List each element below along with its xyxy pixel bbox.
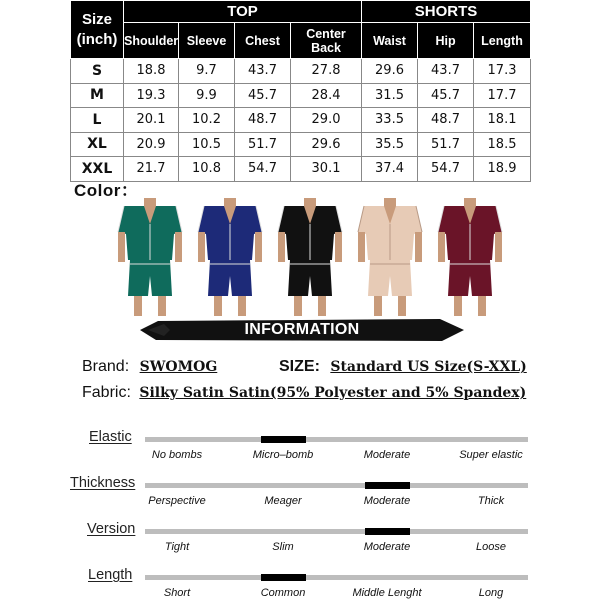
size-unit-header <box>71 1 124 59</box>
row-size: XXL <box>71 157 124 182</box>
col-center-back <box>291 23 362 59</box>
table-row <box>71 108 531 133</box>
color-models <box>100 198 510 318</box>
scale-bar <box>145 437 528 442</box>
fabric-value: Silky Satin Satin(95% Polyester and 5% Spandex) <box>139 385 527 401</box>
color-swatch-model[interactable] <box>190 198 270 318</box>
scale-option: Moderate <box>363 495 411 507</box>
scale-selected-marker <box>365 482 410 489</box>
size-label: SIZE: <box>279 358 320 375</box>
col-back: Back <box>311 40 341 55</box>
table-row <box>71 59 531 84</box>
color-swatch-model[interactable] <box>270 198 350 318</box>
scale-option: No bombs <box>151 449 203 461</box>
size-chart-table <box>70 0 531 182</box>
table-cell: 18.5 <box>474 132 531 157</box>
scale-title: Elastic <box>89 429 132 445</box>
table-cell: 43.7 <box>418 59 474 84</box>
scale-title: Length <box>88 567 133 583</box>
unit-header: (inch) <box>76 30 118 48</box>
table-cell: 29.6 <box>362 59 418 84</box>
table-cell: 33.5 <box>362 108 418 133</box>
table-cell: 37.4 <box>362 157 418 182</box>
table-cell: 30.1 <box>291 157 362 182</box>
table-cell: 51.7 <box>235 132 291 157</box>
table-cell: 29.6 <box>291 132 362 157</box>
scale-option: Common <box>260 587 306 599</box>
scale-option: Meager <box>264 495 302 507</box>
size-row <box>279 358 527 376</box>
table-cell: 18.1 <box>474 108 531 133</box>
shorts-group-header: SHORTS <box>362 1 531 23</box>
scale-bar <box>145 483 528 488</box>
scale-option: Thick <box>477 495 505 507</box>
table-cell: 9.7 <box>179 59 235 84</box>
table-cell: 45.7 <box>418 83 474 108</box>
scale-selected-marker <box>261 574 306 581</box>
scale-bar <box>145 529 528 534</box>
table-cell: 48.7 <box>418 108 474 133</box>
scale-option: Slim <box>272 541 294 553</box>
table-cell: 31.5 <box>362 83 418 108</box>
size-header: Size <box>81 10 112 28</box>
row-size: M <box>71 83 124 108</box>
table-cell: 19.3 <box>124 83 179 108</box>
scale-option: Super elastic <box>459 449 523 461</box>
col-center: Center <box>306 26 346 41</box>
table-row <box>71 83 531 108</box>
table-cell: 20.1 <box>124 108 179 133</box>
table-cell: 17.7 <box>474 83 531 108</box>
table-row <box>71 157 531 182</box>
table-cell: 20.9 <box>124 132 179 157</box>
top-group-header: TOP <box>124 1 362 23</box>
table-cell: 10.2 <box>179 108 235 133</box>
table-cell: 28.4 <box>291 83 362 108</box>
brand-value: SWOMOG <box>139 359 218 375</box>
color-swatch-model[interactable] <box>430 198 510 318</box>
scale-option: Middle Lenght <box>352 587 422 599</box>
col-length: Length <box>474 23 531 59</box>
scale-title: Version <box>87 521 136 537</box>
table-cell: 10.5 <box>179 132 235 157</box>
table-cell: 48.7 <box>235 108 291 133</box>
color-swatch-model[interactable] <box>350 198 430 318</box>
table-row <box>71 132 531 157</box>
table-cell: 27.8 <box>291 59 362 84</box>
table-cell: 18.8 <box>124 59 179 84</box>
table-cell: 18.9 <box>474 157 531 182</box>
col-waist: Waist <box>362 23 418 59</box>
table-cell: 17.3 <box>474 59 531 84</box>
col-sleeve: Sleeve <box>179 23 235 59</box>
color-swatch-model[interactable] <box>110 198 190 318</box>
scale-bar <box>145 575 528 580</box>
brand-row <box>82 358 217 376</box>
table-cell: 21.7 <box>124 157 179 182</box>
scale-option: Loose <box>476 541 506 553</box>
scale-option: Tight <box>164 541 190 553</box>
scale-option: Long <box>478 587 504 599</box>
scale-selected-marker <box>261 436 306 443</box>
table-cell: 54.7 <box>418 157 474 182</box>
col-shoulder: Shoulder <box>124 23 179 59</box>
scale-option: Moderate <box>363 449 411 461</box>
banner-text: INFORMATION <box>244 321 360 338</box>
brand-label: Brand: <box>82 358 130 375</box>
color-title: Color： <box>74 181 139 200</box>
row-size: S <box>71 59 124 84</box>
scale-option: Micro–bomb <box>252 449 314 461</box>
fabric-row <box>82 384 526 402</box>
table-cell: 29.0 <box>291 108 362 133</box>
table-cell: 51.7 <box>418 132 474 157</box>
col-hip: Hip <box>418 23 474 59</box>
row-size: XL <box>71 132 124 157</box>
table-cell: 54.7 <box>235 157 291 182</box>
information-banner <box>140 318 464 342</box>
scale-option: Moderate <box>363 541 411 553</box>
size-value: Standard US Size(S-XXL) <box>330 359 527 375</box>
table-cell: 10.8 <box>179 157 235 182</box>
scale-title: Thickness <box>70 475 136 491</box>
table-cell: 9.9 <box>179 83 235 108</box>
table-cell: 43.7 <box>235 59 291 84</box>
fabric-label: Fabric: <box>82 384 131 401</box>
scale-option: Short <box>163 587 191 599</box>
row-size: L <box>71 108 124 133</box>
scale-selected-marker <box>365 528 410 535</box>
col-chest: Chest <box>235 23 291 59</box>
scale-option: Perspective <box>148 495 206 507</box>
table-cell: 45.7 <box>235 83 291 108</box>
table-cell: 35.5 <box>362 132 418 157</box>
